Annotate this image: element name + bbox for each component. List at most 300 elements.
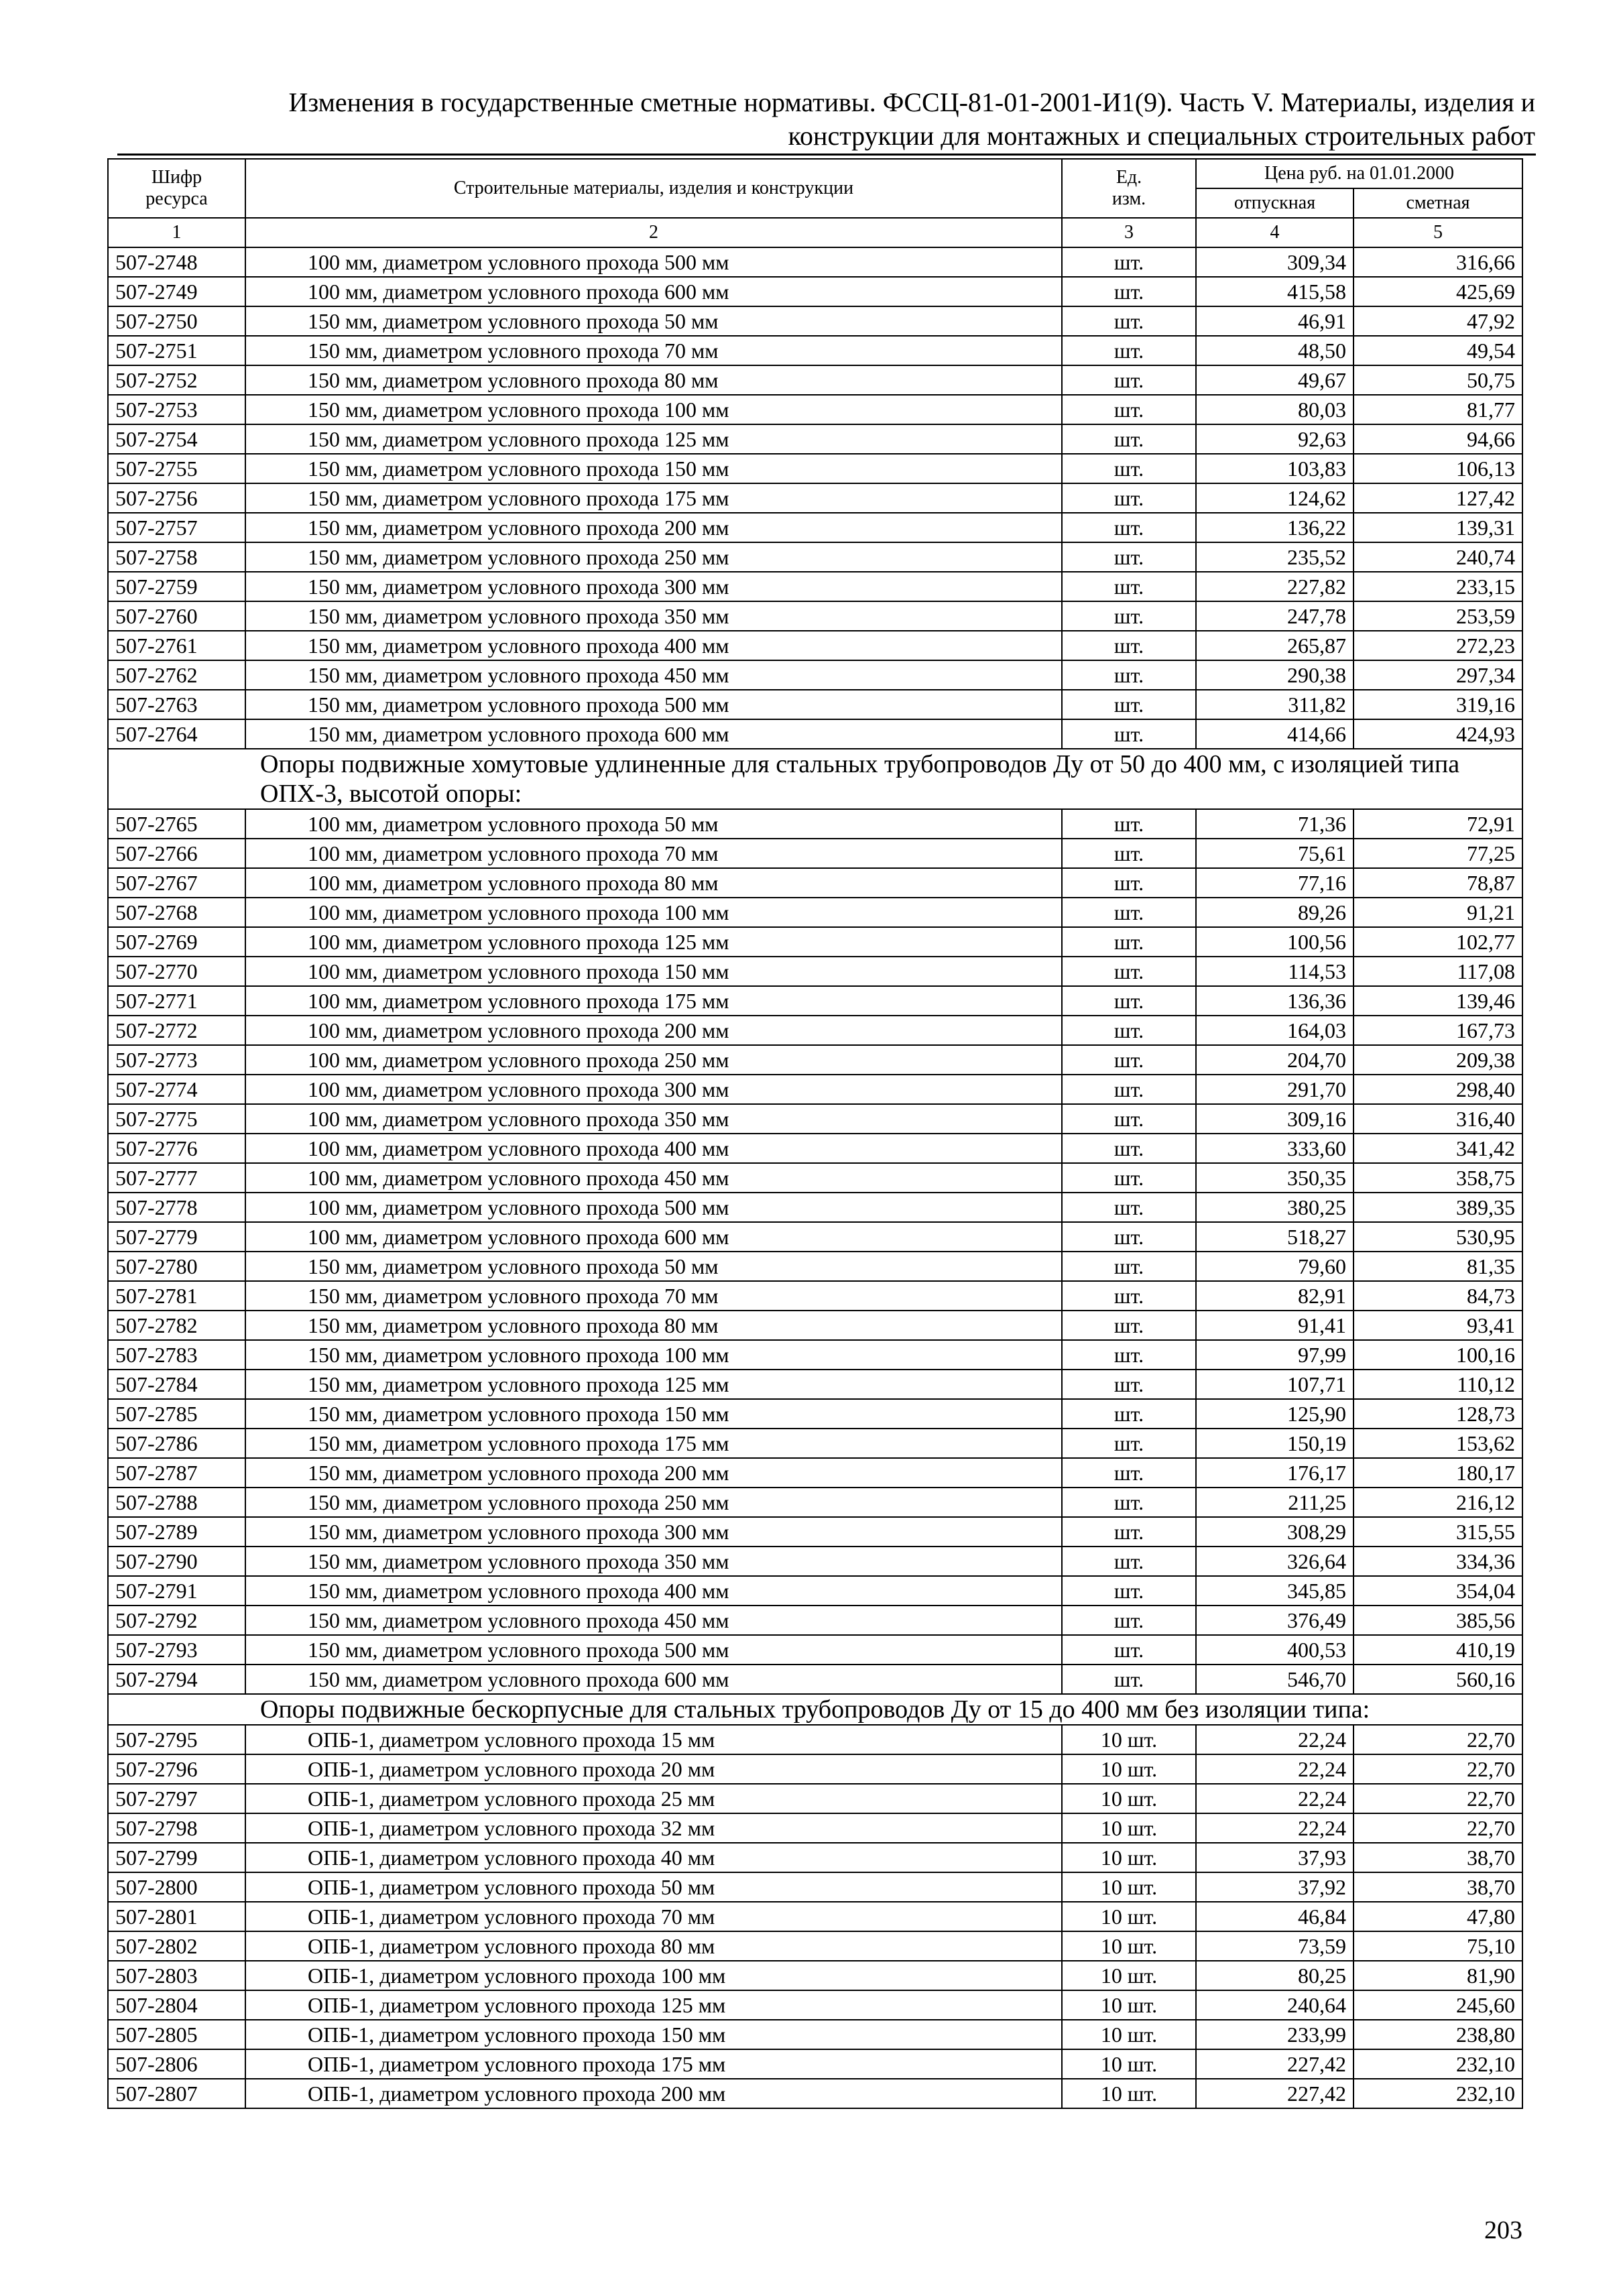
estimate-price: 232,10 [1354, 2079, 1522, 2108]
column-number: 1 [108, 218, 245, 247]
estimate-price: 47,92 [1354, 306, 1522, 336]
material-name: ОПБ-1, диаметром условного прохода 50 мм [245, 1872, 1062, 1902]
table-row [108, 572, 1522, 601]
resource-code: 507-2766 [108, 839, 245, 868]
estimate-price: 167,73 [1354, 1016, 1522, 1045]
release-price: 46,84 [1196, 1902, 1354, 1931]
material-name: 150 мм, диаметром условного прохода 200 мм [245, 1458, 1062, 1488]
unit-of-measure: шт. [1062, 247, 1196, 277]
estimate-price: 341,42 [1354, 1134, 1522, 1163]
material-name: 150 мм, диаметром условного прохода 150 мм [245, 1399, 1062, 1429]
release-price: 22,24 [1196, 1784, 1354, 1813]
table-row [108, 839, 1522, 868]
release-price: 518,27 [1196, 1222, 1354, 1252]
resource-code: 507-2769 [108, 927, 245, 957]
release-price: 97,99 [1196, 1340, 1354, 1370]
release-price: 227,42 [1196, 2049, 1354, 2079]
table-row [108, 631, 1522, 660]
estimate-price: 38,70 [1354, 1872, 1522, 1902]
estimate-price: 22,70 [1354, 1784, 1522, 1813]
release-price: 176,17 [1196, 1458, 1354, 1488]
resource-code: 507-2790 [108, 1547, 245, 1576]
estimate-price: 358,75 [1354, 1163, 1522, 1193]
column-number: 5 [1354, 218, 1522, 247]
table-row [108, 690, 1522, 719]
column-number: 4 [1196, 218, 1354, 247]
release-price: 227,82 [1196, 572, 1354, 601]
resource-code: 507-2762 [108, 660, 245, 690]
release-price: 345,85 [1196, 1576, 1354, 1606]
estimate-price: 216,12 [1354, 1488, 1522, 1517]
resource-code: 507-2799 [108, 1843, 245, 1872]
unit-of-measure: шт. [1062, 1222, 1196, 1252]
unit-of-measure: шт. [1062, 809, 1196, 839]
material-name: 100 мм, диаметром условного прохода 175 мм [245, 986, 1062, 1016]
unit-of-measure: шт. [1062, 1193, 1196, 1222]
table-row [108, 1163, 1522, 1193]
release-price: 91,41 [1196, 1311, 1354, 1340]
resource-code: 507-2777 [108, 1163, 245, 1193]
unit-of-measure: шт. [1062, 1458, 1196, 1488]
resource-code: 507-2807 [108, 2079, 245, 2108]
release-price: 48,50 [1196, 336, 1354, 365]
unit-of-measure: 10 шт. [1062, 1931, 1196, 1961]
release-price: 46,91 [1196, 306, 1354, 336]
material-name: ОПБ-1, диаметром условного прохода 80 мм [245, 1931, 1062, 1961]
resource-code: 507-2768 [108, 898, 245, 927]
unit-of-measure: шт. [1062, 542, 1196, 572]
estimate-price: 209,38 [1354, 1045, 1522, 1075]
material-name: ОПБ-1, диаметром условного прохода 70 мм [245, 1902, 1062, 1931]
material-name: 150 мм, диаметром условного прохода 150 мм [245, 454, 1062, 483]
table-row [108, 1429, 1522, 1458]
header-release-price: отпускная [1196, 188, 1354, 218]
estimate-price: 22,70 [1354, 1754, 1522, 1784]
estimate-price: 389,35 [1354, 1193, 1522, 1222]
material-name: ОПБ-1, диаметром условного прохода 40 мм [245, 1843, 1062, 1872]
unit-of-measure: шт. [1062, 1547, 1196, 1576]
unit-of-measure: шт. [1062, 306, 1196, 336]
page-number: 203 [1484, 2216, 1522, 2244]
table-row [108, 719, 1522, 749]
material-name: 150 мм, диаметром условного прохода 125 мм [245, 1370, 1062, 1399]
material-name: 150 мм, диаметром условного прохода 350 мм [245, 1547, 1062, 1576]
table-row [108, 1075, 1522, 1104]
table-row [108, 1547, 1522, 1576]
release-price: 164,03 [1196, 1016, 1354, 1045]
resource-code: 507-2806 [108, 2049, 245, 2079]
release-price: 37,92 [1196, 1872, 1354, 1902]
estimate-price: 153,62 [1354, 1429, 1522, 1458]
unit-of-measure: 10 шт. [1062, 1754, 1196, 1784]
material-name: 150 мм, диаметром условного прохода 350 мм [245, 601, 1062, 631]
material-name: 150 мм, диаметром условного прохода 50 мм [245, 306, 1062, 336]
estimate-price: 253,59 [1354, 601, 1522, 631]
estimate-price: 78,87 [1354, 868, 1522, 898]
table-row [108, 1340, 1522, 1370]
table-row [108, 1488, 1522, 1517]
material-name: 150 мм, диаметром условного прохода 450 мм [245, 1606, 1062, 1635]
table-row [108, 1635, 1522, 1665]
release-price: 204,70 [1196, 1045, 1354, 1075]
estimate-price: 47,80 [1354, 1902, 1522, 1931]
release-price: 80,03 [1196, 395, 1354, 424]
material-name: 100 мм, диаметром условного прохода 70 мм [245, 839, 1062, 868]
unit-of-measure: 10 шт. [1062, 2079, 1196, 2108]
estimate-price: 72,91 [1354, 809, 1522, 839]
table-row [108, 542, 1522, 572]
material-name: 150 мм, диаметром условного прохода 600 мм [245, 719, 1062, 749]
resource-code: 507-2792 [108, 1606, 245, 1635]
material-name: ОПБ-1, диаметром условного прохода 15 мм [245, 1725, 1062, 1754]
estimate-price: 22,70 [1354, 1725, 1522, 1754]
estimate-price: 49,54 [1354, 336, 1522, 365]
unit-of-measure: шт. [1062, 424, 1196, 454]
unit-of-measure: 10 шт. [1062, 1961, 1196, 1990]
resource-code: 507-2804 [108, 1990, 245, 2020]
release-price: 311,82 [1196, 690, 1354, 719]
resource-code: 507-2795 [108, 1725, 245, 1754]
unit-of-measure: 10 шт. [1062, 1843, 1196, 1872]
estimate-price: 180,17 [1354, 1458, 1522, 1488]
release-price: 37,93 [1196, 1843, 1354, 1872]
header-line-2: конструкции для монтажных и специальных строительных работ [788, 121, 1535, 151]
table-row [108, 601, 1522, 631]
header-price: Цена руб. на 01.01.2000 [1196, 159, 1522, 188]
estimate-price: 117,08 [1354, 957, 1522, 986]
table-row [108, 1784, 1522, 1813]
unit-of-measure: шт. [1062, 336, 1196, 365]
estimate-price: 75,10 [1354, 1931, 1522, 1961]
resource-code: 507-2787 [108, 1458, 245, 1488]
estimate-price: 233,15 [1354, 572, 1522, 601]
table-row [108, 1045, 1522, 1075]
release-price: 211,25 [1196, 1488, 1354, 1517]
resource-code: 507-2774 [108, 1075, 245, 1104]
estimate-price: 424,93 [1354, 719, 1522, 749]
resource-code: 507-2779 [108, 1222, 245, 1252]
resource-price-table [107, 158, 1523, 2109]
material-name: ОПБ-1, диаметром условного прохода 32 мм [245, 1813, 1062, 1843]
material-name: 100 мм, диаметром условного прохода 150 мм [245, 957, 1062, 986]
material-name: 150 мм, диаметром условного прохода 70 мм [245, 336, 1062, 365]
resource-code: 507-2752 [108, 365, 245, 395]
table-row [108, 986, 1522, 1016]
material-name: 100 мм, диаметром условного прохода 500 мм [245, 247, 1062, 277]
release-price: 103,83 [1196, 454, 1354, 483]
resource-code: 507-2758 [108, 542, 245, 572]
unit-of-measure: шт. [1062, 1252, 1196, 1281]
material-name: 100 мм, диаметром условного прохода 125 мм [245, 927, 1062, 957]
release-price: 100,56 [1196, 927, 1354, 957]
release-price: 309,16 [1196, 1104, 1354, 1134]
estimate-price: 110,12 [1354, 1370, 1522, 1399]
resource-code: 507-2767 [108, 868, 245, 898]
release-price: 326,64 [1196, 1547, 1354, 1576]
document-header [107, 86, 1535, 153]
resource-code: 507-2764 [108, 719, 245, 749]
estimate-price: 238,80 [1354, 2020, 1522, 2049]
resource-code: 507-2759 [108, 572, 245, 601]
estimate-price: 81,77 [1354, 395, 1522, 424]
estimate-price: 81,35 [1354, 1252, 1522, 1281]
estimate-price: 102,77 [1354, 927, 1522, 957]
unit-of-measure: 10 шт. [1062, 1725, 1196, 1754]
resource-code: 507-2772 [108, 1016, 245, 1045]
unit-of-measure: шт. [1062, 839, 1196, 868]
resource-code: 507-2805 [108, 2020, 245, 2049]
unit-of-measure: шт. [1062, 868, 1196, 898]
estimate-price: 84,73 [1354, 1281, 1522, 1311]
resource-code: 507-2783 [108, 1340, 245, 1370]
table-row [108, 660, 1522, 690]
resource-code: 507-2793 [108, 1635, 245, 1665]
resource-code: 507-2770 [108, 957, 245, 986]
unit-of-measure: шт. [1062, 483, 1196, 513]
estimate-price: 560,16 [1354, 1665, 1522, 1694]
resource-code: 507-2802 [108, 1931, 245, 1961]
estimate-price: 94,66 [1354, 424, 1522, 454]
table-row [108, 454, 1522, 483]
release-price: 114,53 [1196, 957, 1354, 986]
release-price: 376,49 [1196, 1606, 1354, 1635]
material-name: 100 мм, диаметром условного прохода 350 мм [245, 1104, 1062, 1134]
table-row [108, 1399, 1522, 1429]
resource-code: 507-2756 [108, 483, 245, 513]
unit-of-measure: шт. [1062, 1045, 1196, 1075]
table-row [108, 1843, 1522, 1872]
estimate-price: 272,23 [1354, 631, 1522, 660]
table-row [108, 306, 1522, 336]
resource-code: 507-2784 [108, 1370, 245, 1399]
table-row [108, 2020, 1522, 2049]
release-price: 75,61 [1196, 839, 1354, 868]
release-price: 136,36 [1196, 986, 1354, 1016]
unit-of-measure: шт. [1062, 986, 1196, 1016]
estimate-price: 298,40 [1354, 1075, 1522, 1104]
material-name: 100 мм, диаметром условного прохода 100 мм [245, 898, 1062, 927]
release-price: 79,60 [1196, 1252, 1354, 1281]
unit-of-measure: шт. [1062, 1429, 1196, 1458]
release-price: 400,53 [1196, 1635, 1354, 1665]
release-price: 73,59 [1196, 1931, 1354, 1961]
table-row [108, 1104, 1522, 1134]
estimate-price: 128,73 [1354, 1399, 1522, 1429]
release-price: 414,66 [1196, 719, 1354, 749]
resource-code: 507-2775 [108, 1104, 245, 1134]
resource-code: 507-2765 [108, 809, 245, 839]
release-price: 333,60 [1196, 1134, 1354, 1163]
unit-of-measure: шт. [1062, 1517, 1196, 1547]
estimate-price: 81,90 [1354, 1961, 1522, 1990]
resource-code: 507-2789 [108, 1517, 245, 1547]
material-name: 100 мм, диаметром условного прохода 50 мм [245, 809, 1062, 839]
table-row [108, 1990, 1522, 2020]
estimate-price: 530,95 [1354, 1222, 1522, 1252]
estimate-price: 354,04 [1354, 1576, 1522, 1606]
material-name: 100 мм, диаметром условного прохода 300 мм [245, 1075, 1062, 1104]
table-row [108, 395, 1522, 424]
material-name: 100 мм, диаметром условного прохода 250 мм [245, 1045, 1062, 1075]
estimate-price: 316,66 [1354, 247, 1522, 277]
resource-code: 507-2771 [108, 986, 245, 1016]
table-row [108, 1281, 1522, 1311]
release-price: 240,64 [1196, 1990, 1354, 2020]
table-row [108, 1517, 1522, 1547]
table-row [108, 1872, 1522, 1902]
material-name: 150 мм, диаметром условного прохода 175 мм [245, 483, 1062, 513]
unit-of-measure: шт. [1062, 1399, 1196, 1429]
table-row [108, 1458, 1522, 1488]
material-name: 150 мм, диаметром условного прохода 80 мм [245, 1311, 1062, 1340]
estimate-price: 91,21 [1354, 898, 1522, 927]
unit-of-measure: шт. [1062, 927, 1196, 957]
header-line-1: Изменения в государственные сметные нормативы. ФССЦ-81-01-2001-И1(9). Часть V. Материалы, изделия и [288, 87, 1535, 117]
release-price: 415,58 [1196, 277, 1354, 306]
resource-code: 507-2750 [108, 306, 245, 336]
estimate-price: 232,10 [1354, 2049, 1522, 2079]
unit-of-measure: шт. [1062, 660, 1196, 690]
release-price: 92,63 [1196, 424, 1354, 454]
table-row [108, 1902, 1522, 1931]
unit-of-measure: шт. [1062, 1606, 1196, 1635]
table-row [108, 1370, 1522, 1399]
header-unit: Ед. изм. [1062, 159, 1196, 218]
resource-code: 507-2780 [108, 1252, 245, 1281]
unit-of-measure: шт. [1062, 1311, 1196, 1340]
unit-of-measure: 10 шт. [1062, 1902, 1196, 1931]
estimate-price: 334,36 [1354, 1547, 1522, 1576]
release-price: 89,26 [1196, 898, 1354, 927]
release-price: 22,24 [1196, 1754, 1354, 1784]
resource-code: 507-2754 [108, 424, 245, 454]
release-price: 107,71 [1196, 1370, 1354, 1399]
section-row [108, 1694, 1522, 1725]
estimate-price: 315,55 [1354, 1517, 1522, 1547]
estimate-price: 50,75 [1354, 365, 1522, 395]
release-price: 290,38 [1196, 660, 1354, 690]
release-price: 247,78 [1196, 601, 1354, 631]
material-name: 150 мм, диаметром условного прохода 450 мм [245, 660, 1062, 690]
material-name: ОПБ-1, диаметром условного прохода 100 мм [245, 1961, 1062, 1990]
material-name: 150 мм, диаметром условного прохода 70 мм [245, 1281, 1062, 1311]
resource-code: 507-2782 [108, 1311, 245, 1340]
material-name: 100 мм, диаметром условного прохода 500 мм [245, 1193, 1062, 1222]
material-name: 150 мм, диаметром условного прохода 100 мм [245, 1340, 1062, 1370]
resource-code: 507-2753 [108, 395, 245, 424]
release-price: 309,34 [1196, 247, 1354, 277]
table-row [108, 927, 1522, 957]
release-price: 77,16 [1196, 868, 1354, 898]
material-name: 150 мм, диаметром условного прохода 250 мм [245, 1488, 1062, 1517]
table-row [108, 868, 1522, 898]
column-number: 3 [1062, 218, 1196, 247]
material-name: 150 мм, диаметром условного прохода 300 мм [245, 572, 1062, 601]
material-name: 150 мм, диаметром условного прохода 125 мм [245, 424, 1062, 454]
resource-code: 507-2791 [108, 1576, 245, 1606]
resource-code: 507-2794 [108, 1665, 245, 1694]
release-price: 49,67 [1196, 365, 1354, 395]
estimate-price: 385,56 [1354, 1606, 1522, 1635]
release-price: 235,52 [1196, 542, 1354, 572]
release-price: 82,91 [1196, 1281, 1354, 1311]
material-name: 150 мм, диаметром условного прохода 250 мм [245, 542, 1062, 572]
unit-of-measure: шт. [1062, 1665, 1196, 1694]
section-title: Опоры подвижные хомутовые удлиненные для стальных трубопроводов Ду от 50 до 400 мм, с изоляцией типа ОПХ-3, высотой опоры: [108, 749, 1522, 809]
release-price: 124,62 [1196, 483, 1354, 513]
unit-of-measure: 10 шт. [1062, 2049, 1196, 2079]
material-name: 150 мм, диаметром условного прохода 50 мм [245, 1252, 1062, 1281]
unit-of-measure: шт. [1062, 957, 1196, 986]
material-name: ОПБ-1, диаметром условного прохода 20 мм [245, 1754, 1062, 1784]
release-price: 380,25 [1196, 1193, 1354, 1222]
release-price: 71,36 [1196, 809, 1354, 839]
table-row [108, 1931, 1522, 1961]
resource-code: 507-2760 [108, 601, 245, 631]
material-name: 150 мм, диаметром условного прохода 500 мм [245, 690, 1062, 719]
release-price: 291,70 [1196, 1075, 1354, 1104]
table-row [108, 809, 1522, 839]
table-row [108, 1193, 1522, 1222]
unit-of-measure: шт. [1062, 690, 1196, 719]
table-row [108, 2079, 1522, 2108]
unit-of-measure: шт. [1062, 719, 1196, 749]
material-name: 150 мм, диаметром условного прохода 600 мм [245, 1665, 1062, 1694]
resource-code: 507-2773 [108, 1045, 245, 1075]
unit-of-measure: шт. [1062, 898, 1196, 927]
unit-of-measure: шт. [1062, 1134, 1196, 1163]
resource-code: 507-2786 [108, 1429, 245, 1458]
material-name: ОПБ-1, диаметром условного прохода 25 мм [245, 1784, 1062, 1813]
table-row [108, 1754, 1522, 1784]
estimate-price: 316,40 [1354, 1104, 1522, 1134]
column-number: 2 [245, 218, 1062, 247]
table-row [108, 1311, 1522, 1340]
resource-code: 507-2781 [108, 1281, 245, 1311]
material-name: 150 мм, диаметром условного прохода 200 мм [245, 513, 1062, 542]
resource-code: 507-2785 [108, 1399, 245, 1429]
unit-of-measure: шт. [1062, 1104, 1196, 1134]
release-price: 233,99 [1196, 2020, 1354, 2049]
table-row [108, 424, 1522, 454]
release-price: 125,90 [1196, 1399, 1354, 1429]
material-name: ОПБ-1, диаметром условного прохода 175 мм [245, 2049, 1062, 2079]
unit-of-measure: шт. [1062, 1635, 1196, 1665]
table-row [108, 1576, 1522, 1606]
resource-code: 507-2751 [108, 336, 245, 365]
unit-of-measure: 10 шт. [1062, 1813, 1196, 1843]
release-price: 80,25 [1196, 1961, 1354, 1990]
table-row [108, 365, 1522, 395]
material-name: ОПБ-1, диаметром условного прохода 125 мм [245, 1990, 1062, 2020]
resource-code: 507-2800 [108, 1872, 245, 1902]
unit-of-measure: 10 шт. [1062, 1784, 1196, 1813]
material-name: 100 мм, диаметром условного прохода 400 мм [245, 1134, 1062, 1163]
unit-of-measure: шт. [1062, 1340, 1196, 1370]
unit-of-measure: 10 шт. [1062, 2020, 1196, 2049]
material-name: 100 мм, диаметром условного прохода 200 мм [245, 1016, 1062, 1045]
material-name: 150 мм, диаметром условного прохода 80 мм [245, 365, 1062, 395]
estimate-price: 410,19 [1354, 1635, 1522, 1665]
release-price: 350,35 [1196, 1163, 1354, 1193]
resource-code: 507-2801 [108, 1902, 245, 1931]
unit-of-measure: шт. [1062, 1163, 1196, 1193]
estimate-price: 93,41 [1354, 1311, 1522, 1340]
resource-code: 507-2755 [108, 454, 245, 483]
material-name: 100 мм, диаметром условного прохода 450 мм [245, 1163, 1062, 1193]
resource-code: 507-2798 [108, 1813, 245, 1843]
resource-code: 507-2761 [108, 631, 245, 660]
